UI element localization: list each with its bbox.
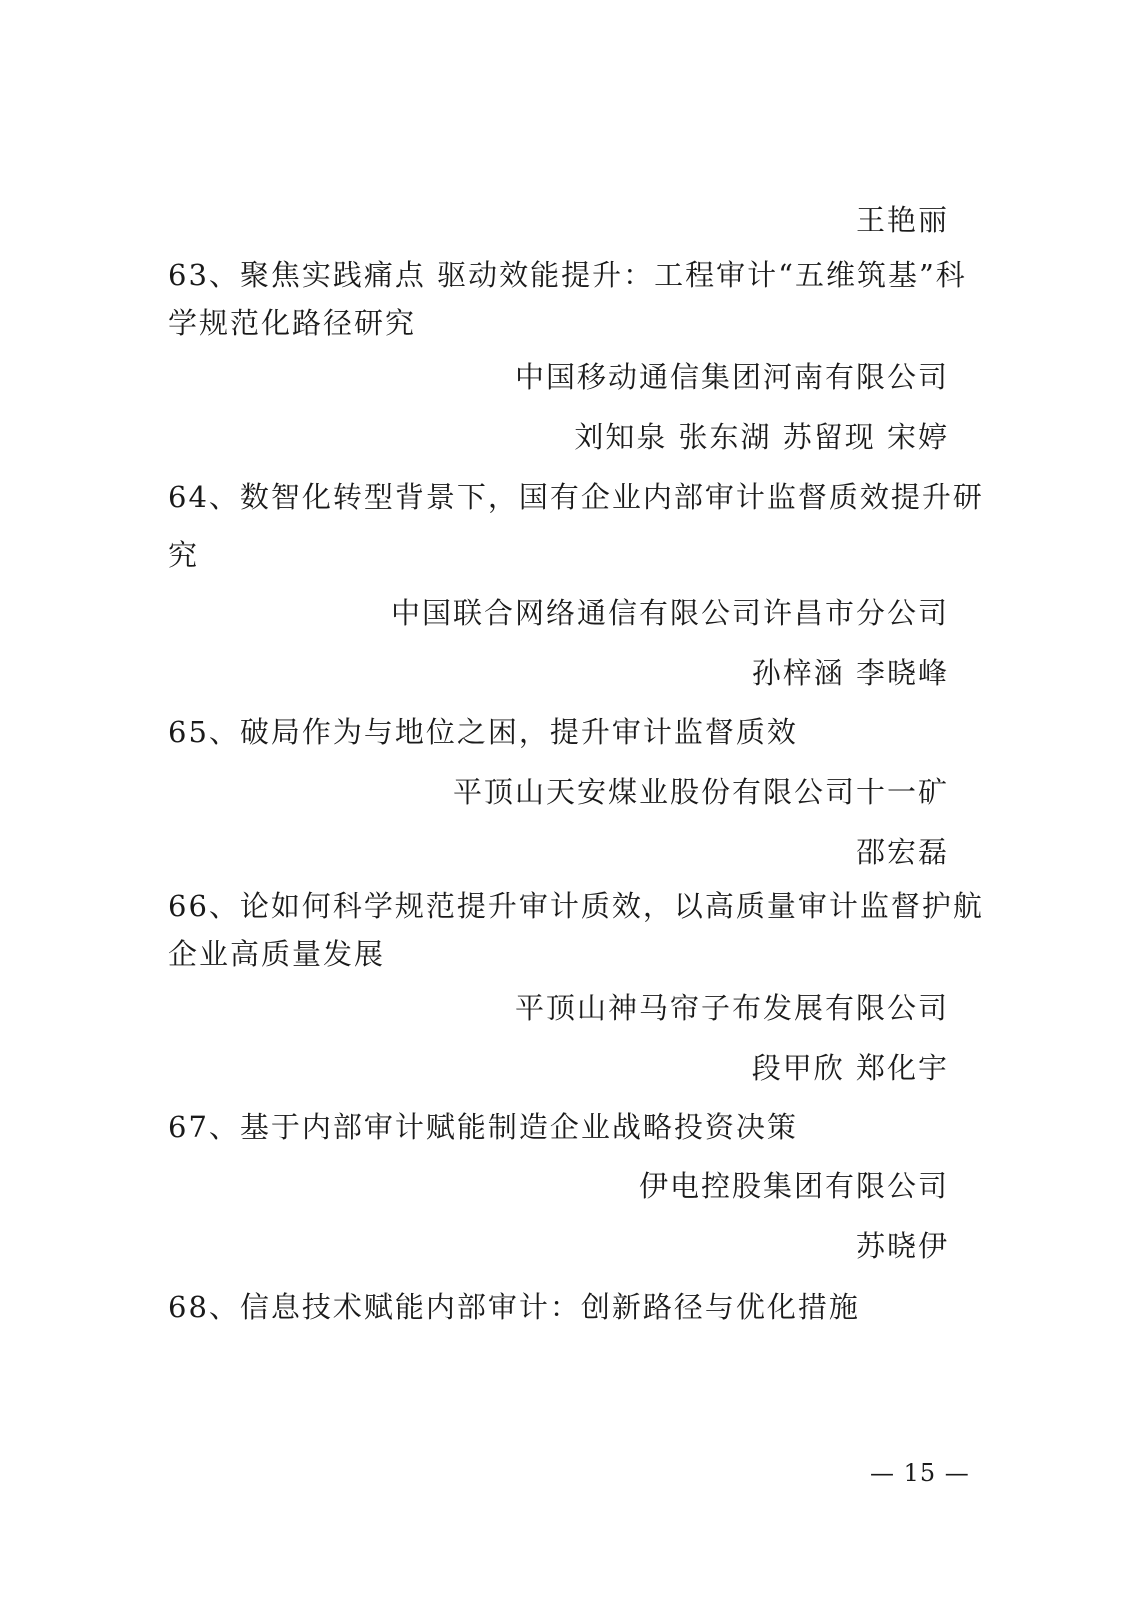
entry-65-title-line-1: 65、破局作为与地位之困，提升审计监督质效 (168, 715, 798, 749)
entry-63-title-line-2: 学规范化路径研究 (168, 306, 417, 340)
entry-68-title-line-1: 68、信息技术赋能内部审计：创新路径与优化措施 (168, 1290, 860, 1324)
entry-67-title-line-1: 67、基于内部审计赋能制造企业战略投资决策 (168, 1110, 798, 1144)
page-number: — 15 — (870, 1459, 970, 1487)
entry-64-title-line-1: 64、数智化转型背景下，国有企业内部审计监督质效提升研 (168, 480, 984, 514)
authors-62: 王艳丽 (855, 203, 949, 237)
entry-64-organization: 中国联合网络通信有限公司许昌市分公司 (390, 596, 949, 630)
entry-66-title-line-2: 企业高质量发展 (168, 937, 386, 971)
entry-67-authors: 苏晓伊 (855, 1229, 949, 1263)
entry-65-organization: 平顶山天安煤业股份有限公司十一矿 (452, 775, 949, 809)
entry-63-authors: 刘知泉 张东湖 苏留现 宋婷 (574, 420, 949, 454)
entry-66-organization: 平顶山神马帘子布发展有限公司 (514, 991, 949, 1025)
entry-64-authors: 孙梓涵 李晓峰 (751, 656, 949, 690)
entry-65-authors: 邵宏磊 (855, 835, 949, 869)
entry-66-title-line-1: 66、论如何科学规范提升审计质效，以高质量审计监督护航 (168, 889, 984, 923)
entry-63-title-line-1: 63、聚焦实践痛点 驱动效能提升：工程审计“五维筑基”科 (168, 258, 967, 292)
entry-66-authors: 段甲欣 郑化宇 (751, 1051, 949, 1085)
entry-63-organization: 中国移动通信集团河南有限公司 (514, 360, 949, 394)
entry-64-title-line-2: 究 (168, 538, 200, 572)
entry-67-organization: 伊电控股集团有限公司 (638, 1169, 949, 1203)
